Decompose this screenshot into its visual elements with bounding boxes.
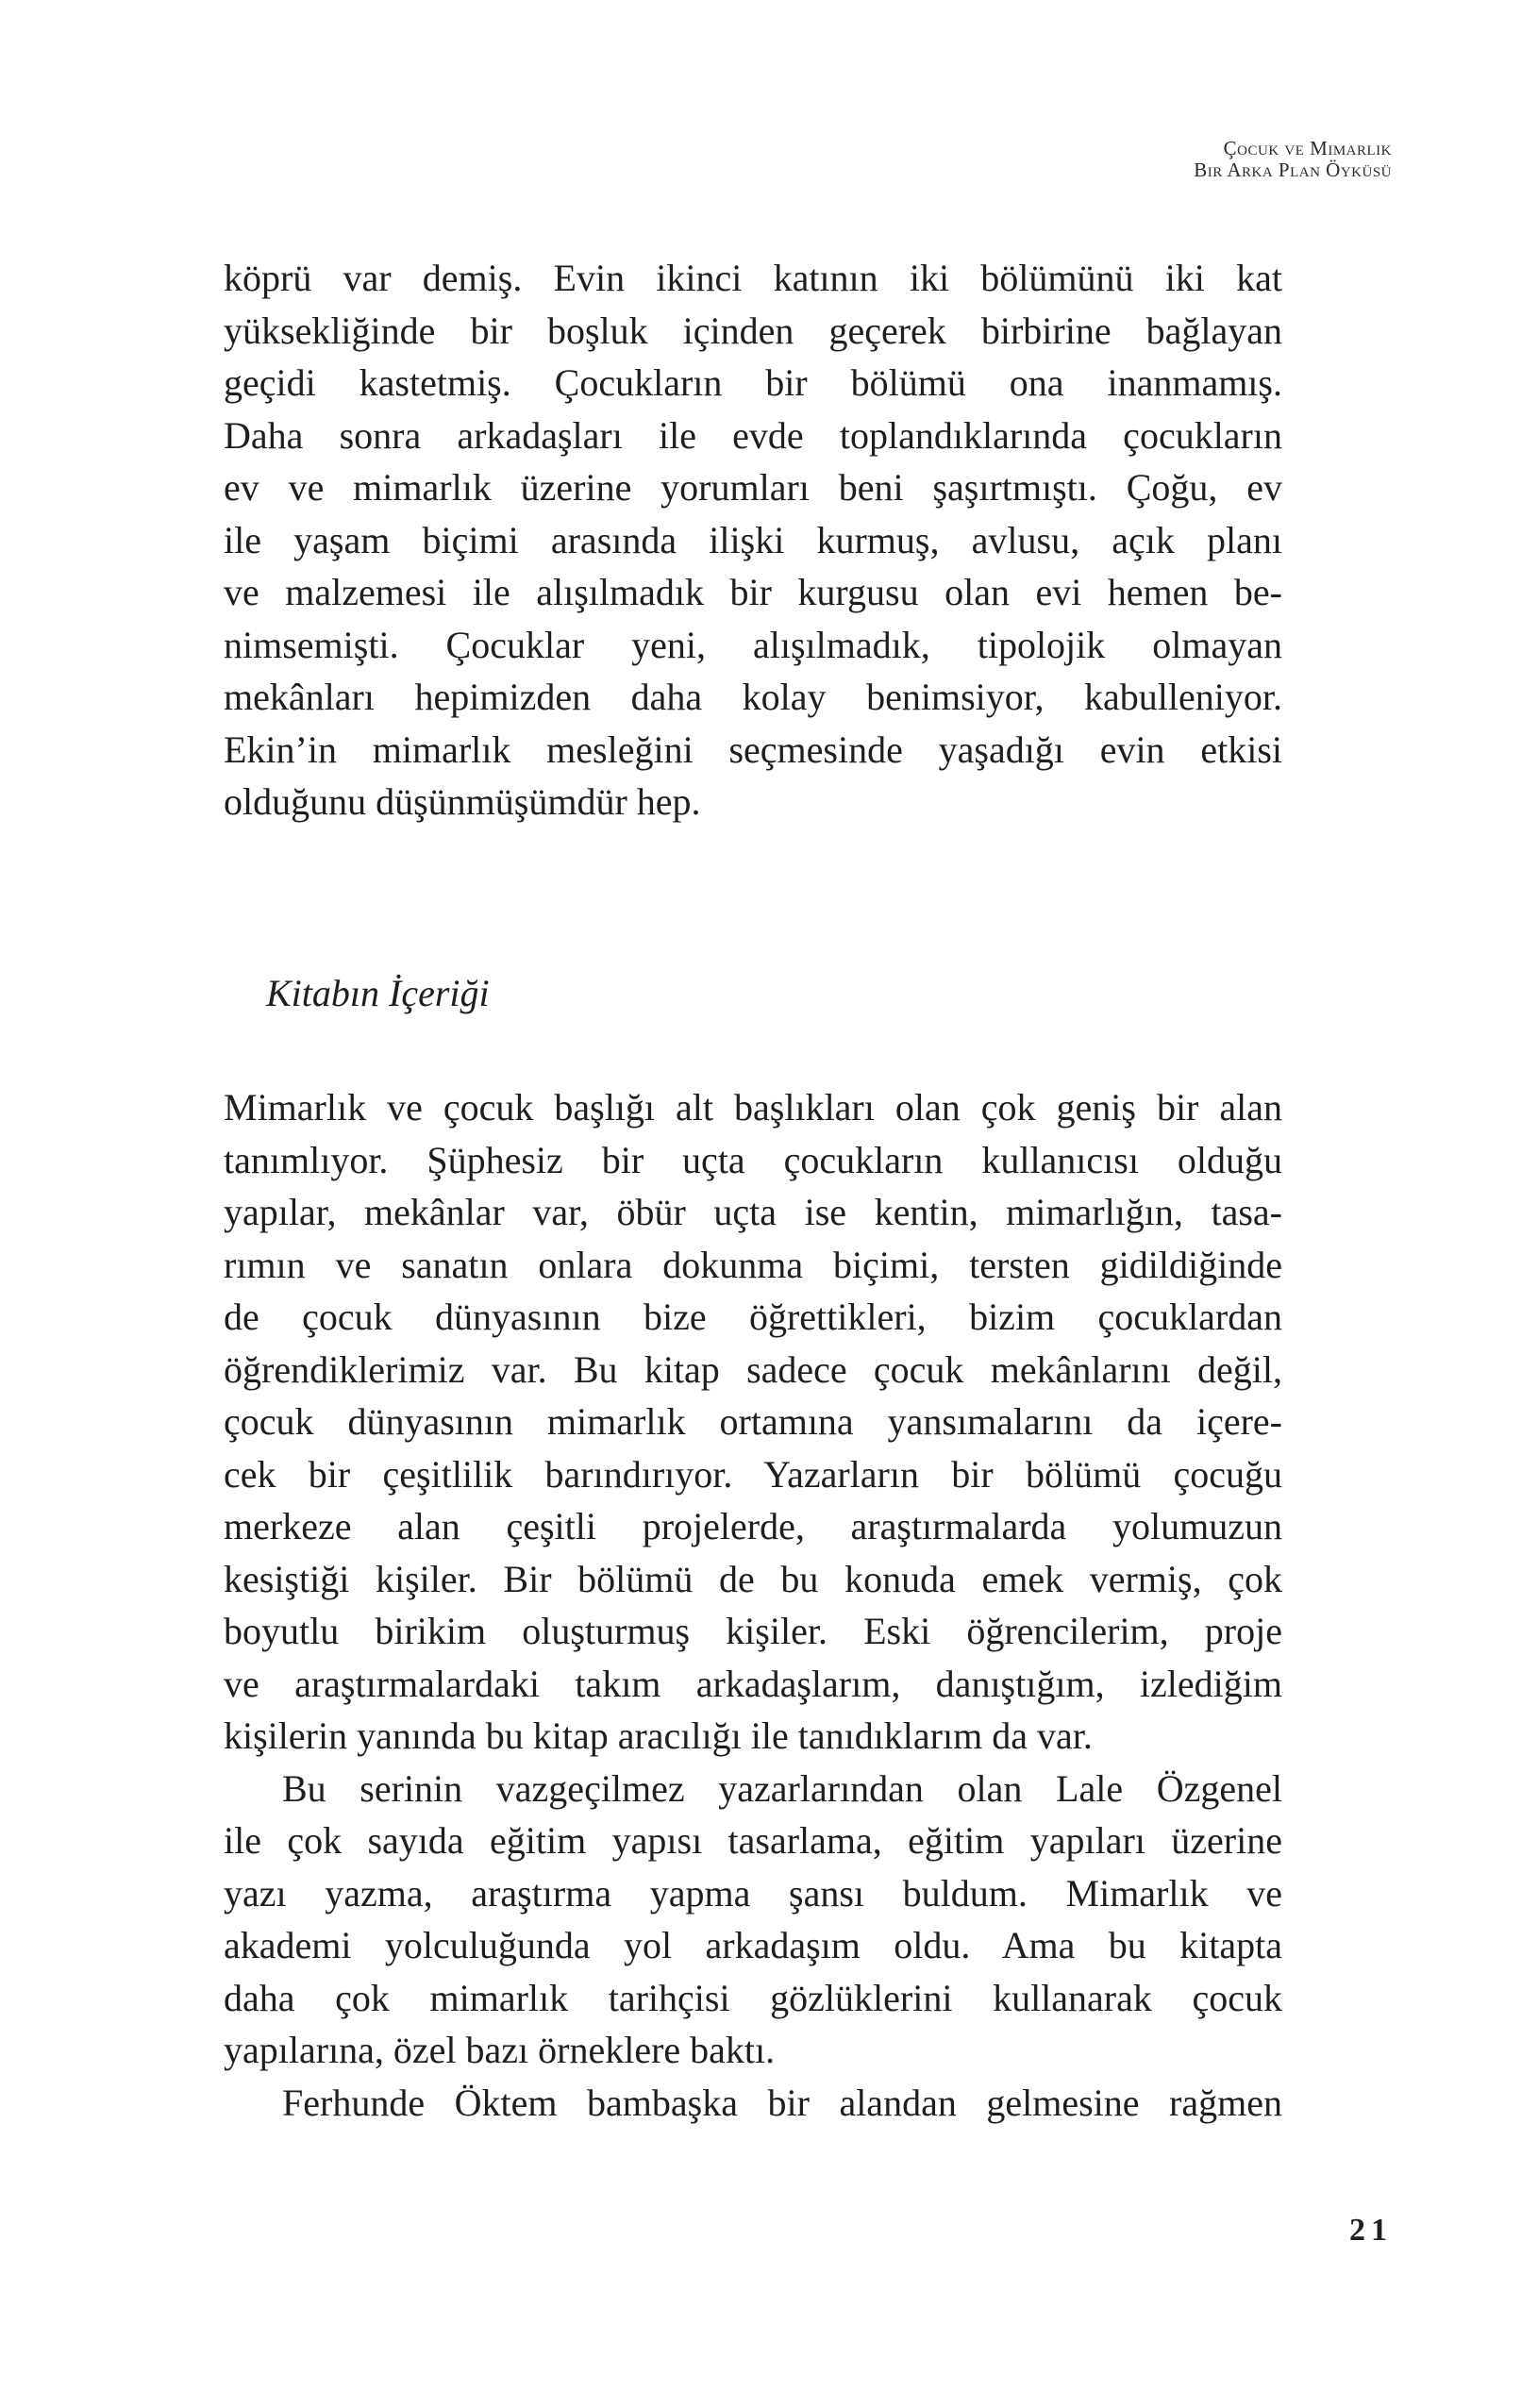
section-heading: Kitabın İçeriği: [266, 972, 490, 1014]
text-line: köprü var demiş. Evin ikinci katının iki bölümünü iki kat: [224, 257, 1282, 299]
running-head: [1194, 138, 1392, 181]
text-line: Ekin’in mimarlık mesleğini seçmesinde yaşadığı evin etkisi: [224, 727, 1282, 771]
text-line: yüksekliğinde bir boşluk içinden geçerek birbirine bağlayan: [224, 309, 1282, 352]
text-line: olduğunu düşünmüşümdür hep.: [224, 780, 701, 823]
text-line: Daha sonra arkadaşları ile evde toplandıklarında çocukların: [224, 413, 1282, 457]
running-head-subtitle: Bir Arka Plan Öyküsü: [1194, 159, 1392, 181]
text-line: de çocuk dünyasının bize öğrettikleri, bizim çocuklardan: [224, 1296, 1282, 1338]
paragraph-4: [224, 2077, 1282, 2130]
text-line: nimsemişti. Çocuklar yeni, alışılmadık, tipolojik olmayan: [224, 623, 1282, 666]
text-line: merkeze alan çeşitli projelerde, araştırmalarda yolumuzun: [224, 1505, 1282, 1547]
running-head-title: Çocuk ve Mimarlık: [1223, 137, 1392, 159]
text-line: daha çok mimarlık tarihçisi gözlüklerini kullanarak çocuk: [224, 1976, 1282, 2019]
text-line: yapılarına, özel bazı örneklere baktı.: [224, 2029, 776, 2071]
body-block-2: [224, 1081, 1282, 2129]
paragraph-3: [224, 1763, 1282, 2077]
text-line: öğrendiklerimiz var. Bu kitap sadece çocuk mekânlarını değil,: [224, 1347, 1282, 1391]
text-line: cek bir çeşitlilik barındırıyor. Yazarların bir bölümü çocuğu: [224, 1452, 1282, 1496]
paragraph-2: [224, 1081, 1282, 1763]
text-line: ile yaşam biçimi arasında ilişki kurmuş, avlusu, açık planı: [224, 518, 1282, 561]
text-line: yapılar, mekânlar var, öbür uçta ise kentin, mimarlığın, tasa-: [224, 1191, 1282, 1233]
text-line: rımın ve sanatın onlara dokunma biçimi, tersten gidildiğinde: [224, 1243, 1282, 1286]
text-line: akademi yolculuğunda yol arkadaşım oldu. Ama bu kitapta: [224, 1924, 1282, 1966]
text-line: ve malzemesi ile alışılmadık bir kurgusu olan evi hemen be-: [224, 571, 1282, 613]
text-line: Mimarlık ve çocuk başlığı alt başlıkları olan çok geniş bir alan: [224, 1086, 1282, 1129]
text-line: yazı yazma, araştırma yapma şansı buldum. Mimarlık ve: [224, 1871, 1282, 1915]
text-line: çocuk dünyasının mimarlık ortamına yansımalarını da içere-: [224, 1400, 1282, 1443]
text-line: geçidi kastetmiş. Çocukların bir bölümü ona inanmamış.: [224, 361, 1282, 404]
page-number: 21: [1349, 2213, 1393, 2248]
text-line: boyutlu birikim oluşturmuş kişiler. Eski öğrencilerim, proje: [224, 1610, 1282, 1652]
text-line: ile çok sayıda eğitim yapısı tasarlama, eğitim yapıları üzerine: [224, 1819, 1282, 1862]
text-line: kişilerin yanında bu kitap aracılığı ile tanıdıklarım da var.: [224, 1714, 1093, 1757]
text-line: mekânları hepimizden daha kolay benimsiyor, kabulleniyor.: [224, 676, 1282, 718]
text-line: tanımlıyor. Şüphesiz bir uçta çocukların kullanıcısı olduğu: [224, 1138, 1282, 1181]
text-line: Ferhunde Öktem bambaşka bir alandan gelmesine rağmen: [282, 2081, 1282, 2124]
paragraph-1: [224, 252, 1282, 828]
text-line: kesiştiği kişiler. Bir bölümü de bu konuda emek vermiş, çok: [224, 1557, 1282, 1600]
text-line: ev ve mimarlık üzerine yorumları beni şaşırtmıştı. Çoğu, ev: [224, 466, 1282, 509]
text-line: Bu serinin vazgeçilmez yazarlarından olan Lale Özgenel: [282, 1766, 1282, 1810]
text-line: ve araştırmalardaki takım arkadaşlarım, danıştığım, izlediğim: [224, 1662, 1282, 1705]
